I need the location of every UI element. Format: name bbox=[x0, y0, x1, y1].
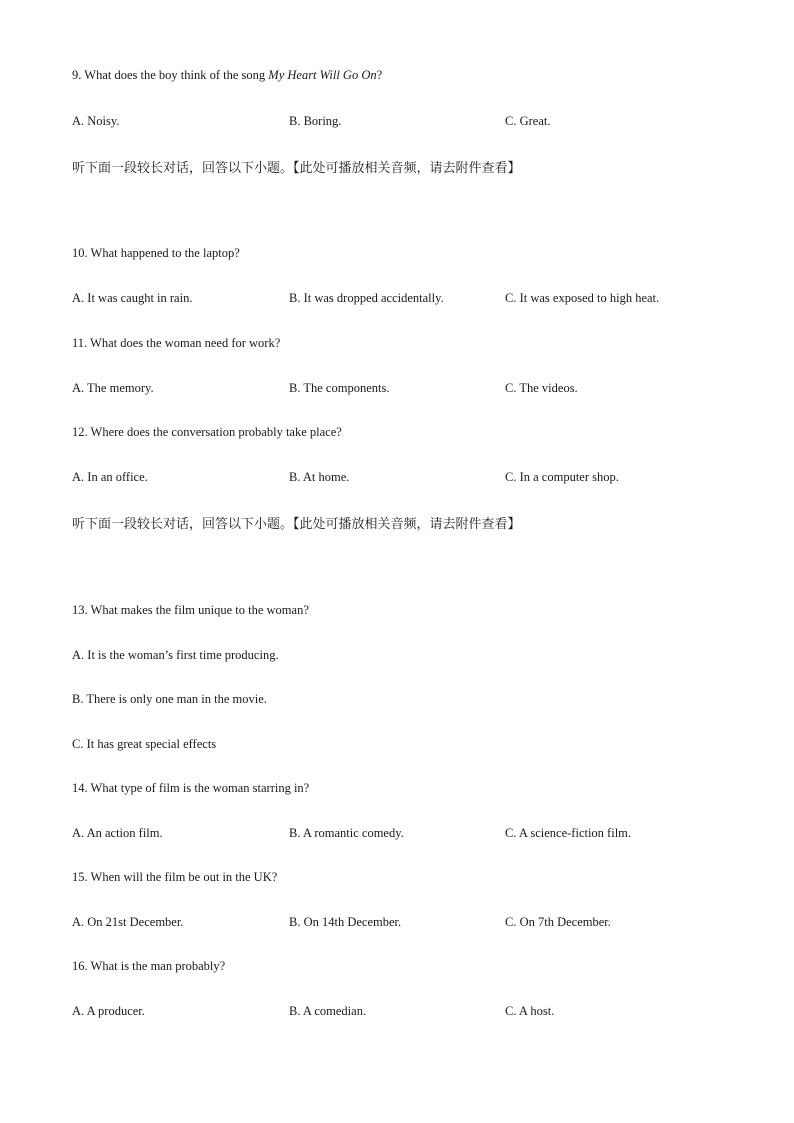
q10-option-b: B. It was dropped accidentally. bbox=[289, 291, 444, 305]
listening-instruction: 听下面一段较长对话，回答以下小题。【此处可播放相关音频，请去附件查看】 bbox=[72, 161, 521, 176]
question-16: 16. What is the man probably? bbox=[72, 959, 226, 973]
q11-option-a: A. The memory. bbox=[72, 381, 154, 395]
question-15: 15. When will the film be out in the UK? bbox=[72, 870, 278, 884]
q12-option-b: B. At home. bbox=[289, 470, 350, 484]
q13-option-b: B. There is only one man in the movie. bbox=[72, 692, 267, 706]
q13-option-c: C. It has great special effects bbox=[72, 737, 217, 751]
question-14: 14. What type of film is the woman starring in? bbox=[72, 781, 310, 795]
question-11: 11. What does the woman need for work? bbox=[72, 336, 281, 350]
question-12: 12. Where does the conversation probably take place? bbox=[72, 425, 342, 439]
q9-option-c: C. Great. bbox=[505, 114, 551, 128]
q11-option-c: C. The videos. bbox=[505, 381, 578, 395]
q14-option-c: C. A science-fiction film. bbox=[505, 826, 632, 840]
question-9-text: 9. What does the boy think of the song bbox=[72, 68, 269, 82]
q16-option-c: C. A host. bbox=[505, 1004, 555, 1018]
q10-option-c: C. It was exposed to high heat. bbox=[505, 291, 660, 305]
q13-option-a: A. It is the woman’s first time producing. bbox=[72, 648, 279, 662]
song-title: My Heart Will Go On bbox=[268, 68, 377, 82]
question-13: 13. What makes the film unique to the woman? bbox=[72, 603, 309, 617]
q12-option-c: C. In a computer shop. bbox=[505, 470, 619, 484]
q12-option-a: A. In an office. bbox=[72, 470, 148, 484]
q9-option-b: B. Boring. bbox=[289, 114, 342, 128]
q16-option-a: A. A producer. bbox=[72, 1004, 145, 1018]
q16-option-b: B. A comedian. bbox=[289, 1004, 367, 1018]
q15-option-c: C. On 7th December. bbox=[505, 915, 611, 929]
q14-option-b: B. A romantic comedy. bbox=[289, 826, 404, 840]
q15-option-b: B. On 14th December. bbox=[289, 915, 402, 929]
q10-option-a: A. It was caught in rain. bbox=[72, 291, 193, 305]
q11-option-b: B. The components. bbox=[289, 381, 390, 395]
q15-option-a: A. On 21st December. bbox=[72, 915, 184, 929]
q14-option-a: A. An action film. bbox=[72, 826, 163, 840]
question-10: 10. What happened to the laptop? bbox=[72, 246, 240, 260]
question-9 bbox=[72, 68, 382, 83]
listening-instruction: 听下面一段较长对话，回答以下小题。【此处可播放相关音频，请去附件查看】 bbox=[72, 517, 521, 532]
question-9-suffix: ? bbox=[376, 68, 383, 82]
q9-option-a: A. Noisy. bbox=[72, 114, 120, 128]
